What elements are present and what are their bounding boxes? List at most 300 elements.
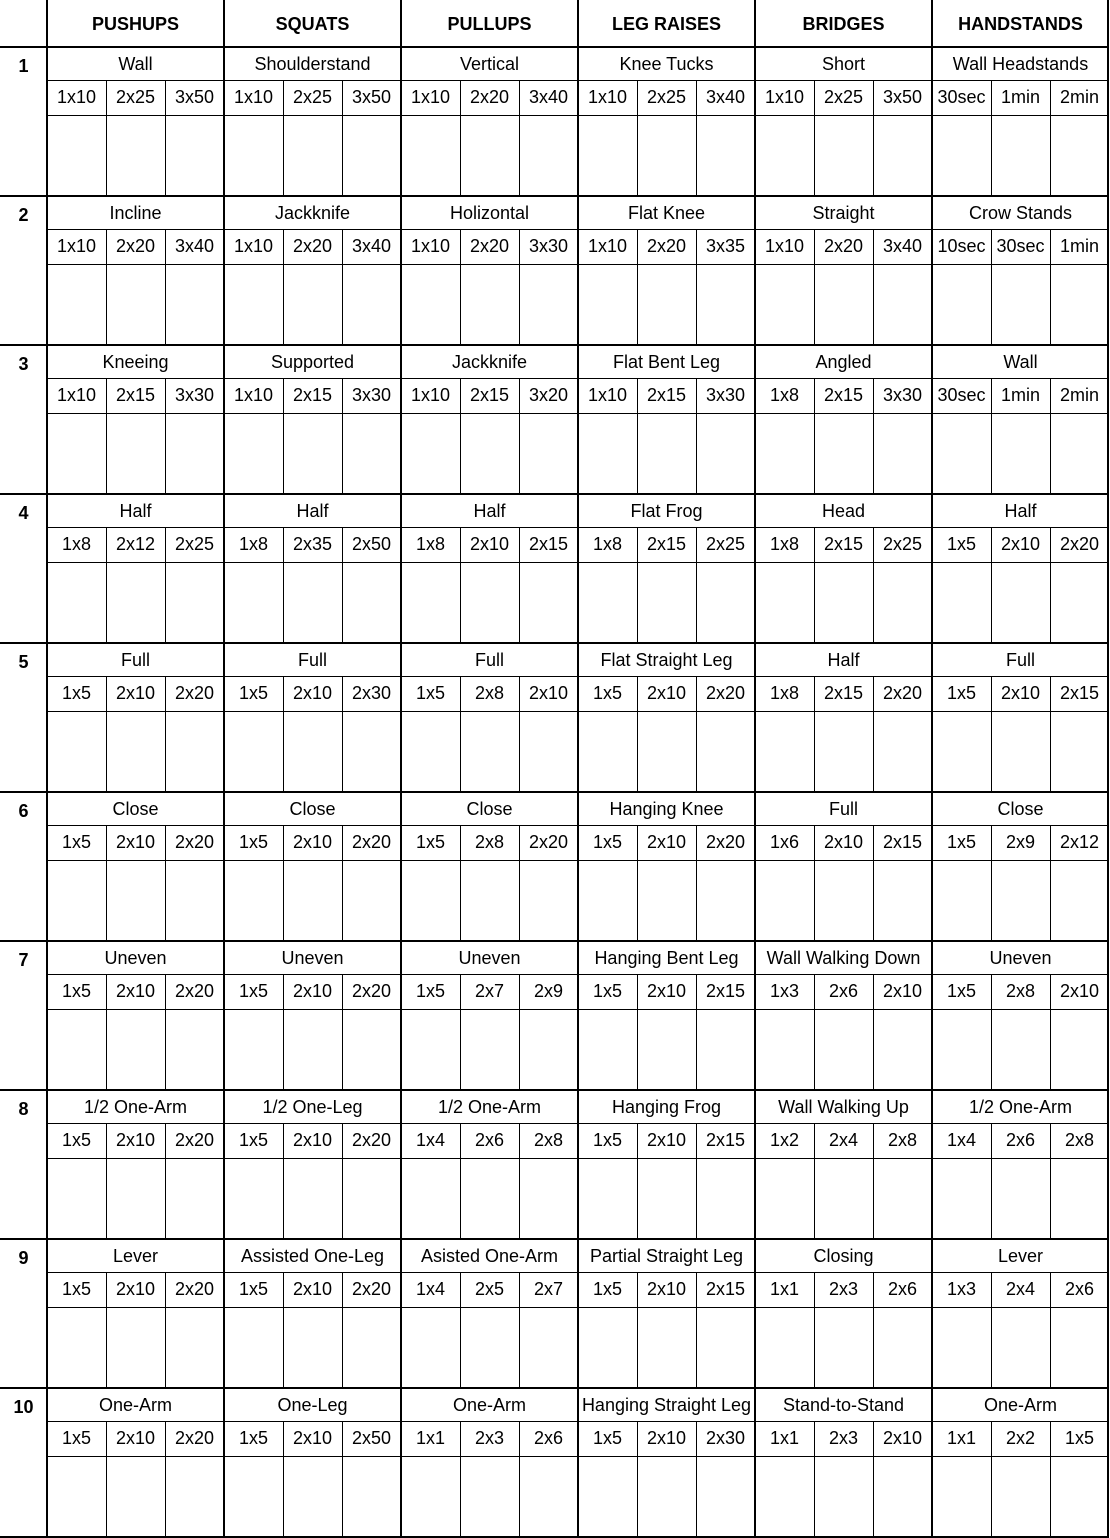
log-entry-cell[interactable]	[521, 862, 577, 939]
rep-target: 1x3	[769, 981, 800, 1001]
log-entry-cell[interactable]	[816, 117, 872, 194]
grid-line	[165, 1123, 166, 1238]
log-entry-cell[interactable]	[698, 1011, 754, 1088]
log-entry-cell[interactable]	[167, 713, 223, 790]
log-entry-cell[interactable]	[639, 1011, 695, 1088]
rep-target: 1x5	[592, 832, 623, 852]
log-entry-cell[interactable]	[580, 415, 636, 492]
log-entry-cell[interactable]	[580, 1309, 636, 1386]
log-entry-cell[interactable]	[816, 713, 872, 790]
exercise-step-name: Holizontal	[449, 203, 530, 223]
log-entry-cell[interactable]	[816, 564, 872, 641]
log-entry-cell[interactable]	[757, 713, 813, 790]
rep-target: 2x35	[292, 534, 333, 554]
log-entry-cell[interactable]	[816, 1160, 872, 1237]
log-entry-cell[interactable]	[993, 564, 1049, 641]
exercise-step-name: Wall Headstands	[952, 54, 1089, 74]
log-entry-cell[interactable]	[757, 117, 813, 194]
log-entry-cell[interactable]	[816, 862, 872, 939]
exercise-step-name: Lever	[112, 1246, 159, 1266]
exercise-step-name: Vertical	[459, 54, 520, 74]
log-entry-cell[interactable]	[521, 564, 577, 641]
rep-target: 1x8	[592, 534, 623, 554]
log-entry-cell[interactable]	[226, 1160, 282, 1237]
log-entry-cell[interactable]	[49, 266, 105, 343]
rep-target: 2x50	[351, 534, 392, 554]
log-entry-cell[interactable]	[167, 266, 223, 343]
log-entry-cell[interactable]	[816, 415, 872, 492]
rep-target: 2x20	[174, 1428, 215, 1448]
log-entry-cell[interactable]	[49, 1309, 105, 1386]
grid-line	[873, 1272, 874, 1387]
log-entry-cell[interactable]	[521, 415, 577, 492]
grid-line	[814, 378, 815, 493]
rep-target: 2x20	[174, 1130, 215, 1150]
log-entry-cell[interactable]	[993, 117, 1049, 194]
log-entry-cell[interactable]	[167, 117, 223, 194]
rep-target: 1x5	[592, 981, 623, 1001]
exercise-step-name: Kneeing	[102, 352, 169, 372]
rep-target: 2x10	[292, 1279, 333, 1299]
rep-target: 2x30	[705, 1428, 746, 1448]
log-entry-cell[interactable]	[462, 266, 518, 343]
log-entry-cell[interactable]	[1052, 415, 1108, 492]
log-entry-cell[interactable]	[49, 117, 105, 194]
rep-target: 1x5	[238, 1428, 269, 1448]
log-entry-cell[interactable]	[698, 117, 754, 194]
grid-line	[1050, 229, 1051, 344]
log-entry-cell[interactable]	[226, 713, 282, 790]
rep-target: 2x15	[882, 832, 923, 852]
log-entry-cell[interactable]	[875, 862, 931, 939]
log-entry-cell[interactable]	[934, 266, 990, 343]
log-entry-cell[interactable]	[993, 1458, 1049, 1535]
log-entry-cell[interactable]	[344, 266, 400, 343]
rep-target: 1x10	[587, 236, 628, 256]
log-entry-cell[interactable]	[403, 1011, 459, 1088]
grid-line	[460, 527, 461, 642]
log-entry-cell[interactable]	[285, 713, 341, 790]
rep-target: 2x25	[705, 534, 746, 554]
grid-line	[637, 527, 638, 642]
rep-target: 1x8	[769, 683, 800, 703]
rep-target: 1x5	[946, 683, 977, 703]
log-entry-cell[interactable]	[285, 1011, 341, 1088]
log-entry-cell[interactable]	[226, 117, 282, 194]
log-entry-cell[interactable]	[226, 415, 282, 492]
rep-target: 3x40	[174, 236, 215, 256]
rep-target: 3x50	[882, 87, 923, 107]
log-entry-cell[interactable]	[344, 1160, 400, 1237]
grid-line	[577, 0, 579, 1538]
log-entry-cell[interactable]	[875, 1458, 931, 1535]
log-entry-cell[interactable]	[403, 1160, 459, 1237]
grid-line	[814, 229, 815, 344]
log-entry-cell[interactable]	[108, 1160, 164, 1237]
log-entry-cell[interactable]	[403, 1458, 459, 1535]
log-entry-cell[interactable]	[521, 1458, 577, 1535]
rep-target: 2x20	[351, 1130, 392, 1150]
log-entry-cell[interactable]	[934, 1160, 990, 1237]
log-entry-cell[interactable]	[580, 564, 636, 641]
log-entry-cell[interactable]	[285, 862, 341, 939]
log-entry-cell[interactable]	[403, 1309, 459, 1386]
rep-target: 2x25	[646, 87, 687, 107]
column-header: PULLUPS	[447, 13, 532, 34]
grid-line	[991, 825, 992, 940]
log-entry-cell[interactable]	[403, 713, 459, 790]
rep-target: 2x25	[882, 534, 923, 554]
grid-line	[696, 825, 697, 940]
grid-line	[873, 974, 874, 1089]
log-entry-cell[interactable]	[167, 1011, 223, 1088]
log-entry-cell[interactable]	[285, 117, 341, 194]
log-entry-cell[interactable]	[934, 1011, 990, 1088]
log-entry-cell[interactable]	[639, 266, 695, 343]
log-entry-cell[interactable]	[875, 1011, 931, 1088]
log-entry-cell[interactable]	[49, 713, 105, 790]
log-entry-cell[interactable]	[226, 1309, 282, 1386]
rep-target: 2x10	[1000, 534, 1041, 554]
log-entry-cell[interactable]	[580, 713, 636, 790]
log-entry-cell[interactable]	[934, 564, 990, 641]
log-entry-cell[interactable]	[698, 415, 754, 492]
rep-target: 2x6	[887, 1279, 918, 1299]
log-entry-cell[interactable]	[167, 1309, 223, 1386]
log-entry-cell[interactable]	[698, 1160, 754, 1237]
log-entry-cell[interactable]	[167, 564, 223, 641]
log-entry-cell[interactable]	[226, 564, 282, 641]
log-entry-cell[interactable]	[108, 1309, 164, 1386]
rep-target: 1x10	[233, 385, 274, 405]
log-entry-cell[interactable]	[757, 862, 813, 939]
log-entry-cell[interactable]	[639, 713, 695, 790]
log-entry-cell[interactable]	[875, 564, 931, 641]
log-entry-cell[interactable]	[521, 117, 577, 194]
log-entry-cell[interactable]	[757, 266, 813, 343]
log-entry-cell[interactable]	[993, 1011, 1049, 1088]
log-entry-cell[interactable]	[462, 862, 518, 939]
log-entry-cell[interactable]	[285, 266, 341, 343]
log-entry-cell[interactable]	[49, 862, 105, 939]
log-entry-cell[interactable]	[462, 1011, 518, 1088]
grid-line	[342, 676, 343, 791]
log-entry-cell[interactable]	[462, 564, 518, 641]
log-entry-cell[interactable]	[993, 713, 1049, 790]
log-entry-cell[interactable]	[344, 415, 400, 492]
log-entry-cell[interactable]	[698, 713, 754, 790]
rep-target: 2x50	[351, 1428, 392, 1448]
log-entry-cell[interactable]	[934, 117, 990, 194]
column-header: SQUATS	[275, 13, 350, 34]
grid-line	[283, 80, 284, 195]
grid-line	[106, 1123, 107, 1238]
rep-target: 2x12	[1059, 832, 1100, 852]
log-entry-cell[interactable]	[1052, 713, 1108, 790]
log-entry-cell[interactable]	[167, 1458, 223, 1535]
rep-target: 30sec	[996, 236, 1045, 256]
log-entry-cell[interactable]	[698, 266, 754, 343]
log-entry-cell[interactable]	[816, 1011, 872, 1088]
rep-target: 2x10	[115, 1130, 156, 1150]
log-entry-cell[interactable]	[49, 1458, 105, 1535]
log-entry-cell[interactable]	[226, 266, 282, 343]
exercise-step-name: Jackknife	[274, 203, 351, 223]
log-entry-cell[interactable]	[108, 117, 164, 194]
exercise-step-name: Assisted One-Leg	[240, 1246, 385, 1266]
grid-line	[165, 676, 166, 791]
rep-target: 2x15	[823, 385, 864, 405]
log-entry-cell[interactable]	[462, 117, 518, 194]
grid-line	[283, 527, 284, 642]
rep-target: 2x20	[292, 236, 333, 256]
rep-target: 2x7	[533, 1279, 564, 1299]
rep-target: 3x50	[351, 87, 392, 107]
log-entry-cell[interactable]	[49, 1011, 105, 1088]
log-entry-cell[interactable]	[934, 862, 990, 939]
rep-target: 2x4	[1005, 1279, 1036, 1299]
grid-line	[696, 80, 697, 195]
rep-target: 2x10	[469, 534, 510, 554]
log-entry-cell[interactable]	[108, 713, 164, 790]
log-entry-cell[interactable]	[285, 564, 341, 641]
log-entry-cell[interactable]	[875, 1309, 931, 1386]
rep-target: 2x20	[705, 683, 746, 703]
log-entry-cell[interactable]	[108, 1011, 164, 1088]
log-entry-cell[interactable]	[639, 1458, 695, 1535]
log-entry-cell[interactable]	[816, 1458, 872, 1535]
log-entry-cell[interactable]	[875, 1160, 931, 1237]
log-entry-cell[interactable]	[580, 862, 636, 939]
log-entry-cell[interactable]	[108, 1458, 164, 1535]
log-entry-cell[interactable]	[875, 117, 931, 194]
log-entry-cell[interactable]	[580, 266, 636, 343]
exercise-step-name: Full	[120, 650, 150, 670]
grid-line	[991, 1421, 992, 1536]
log-entry-cell[interactable]	[403, 266, 459, 343]
rep-target: 1x10	[410, 236, 451, 256]
log-entry-cell[interactable]	[698, 1458, 754, 1535]
grid-line	[460, 974, 461, 1089]
log-entry-cell[interactable]	[580, 1011, 636, 1088]
exercise-step-name: One-Arm	[98, 1395, 172, 1415]
log-entry-cell[interactable]	[757, 1458, 813, 1535]
grid-line	[342, 974, 343, 1089]
log-entry-cell[interactable]	[49, 415, 105, 492]
exercise-step-name: Head	[821, 501, 866, 521]
rep-target: 2x10	[882, 981, 923, 1001]
log-entry-cell[interactable]	[167, 1160, 223, 1237]
rep-target: 1min	[1000, 385, 1040, 405]
grid-line	[814, 825, 815, 940]
log-entry-cell[interactable]	[108, 415, 164, 492]
log-entry-cell[interactable]	[639, 117, 695, 194]
grid-line	[0, 195, 1108, 197]
rep-target: 2x10	[1000, 683, 1041, 703]
rep-target: 3x30	[528, 236, 569, 256]
log-entry-cell[interactable]	[462, 713, 518, 790]
rep-target: 2x10	[646, 832, 687, 852]
exercise-step-name: Flat Knee	[627, 203, 706, 223]
log-entry-cell[interactable]	[993, 415, 1049, 492]
log-entry-cell[interactable]	[698, 1309, 754, 1386]
log-entry-cell[interactable]	[285, 1309, 341, 1386]
exercise-step-name: One-Leg	[277, 1395, 348, 1415]
rep-target: 2x15	[646, 534, 687, 554]
rep-target: 2x3	[828, 1279, 859, 1299]
log-entry-cell[interactable]	[993, 266, 1049, 343]
log-entry-cell[interactable]	[639, 862, 695, 939]
grid-line	[106, 229, 107, 344]
grid-line	[696, 974, 697, 1089]
rep-target: 2x8	[474, 683, 505, 703]
log-entry-cell[interactable]	[639, 1160, 695, 1237]
log-entry-cell[interactable]	[1052, 862, 1108, 939]
grid-line	[0, 493, 1108, 495]
log-entry-cell[interactable]	[1052, 1458, 1108, 1535]
log-entry-cell[interactable]	[462, 1309, 518, 1386]
log-entry-cell[interactable]	[344, 862, 400, 939]
grid-line	[873, 1123, 874, 1238]
log-entry-cell[interactable]	[108, 266, 164, 343]
log-entry-cell[interactable]	[875, 713, 931, 790]
log-entry-cell[interactable]	[757, 1309, 813, 1386]
exercise-step-name: Full	[297, 650, 327, 670]
log-entry-cell[interactable]	[580, 1458, 636, 1535]
log-entry-cell[interactable]	[108, 862, 164, 939]
log-entry-cell[interactable]	[49, 564, 105, 641]
log-entry-cell[interactable]	[226, 1458, 282, 1535]
grid-line	[637, 1272, 638, 1387]
log-entry-cell[interactable]	[993, 862, 1049, 939]
log-entry-cell[interactable]	[816, 1309, 872, 1386]
log-entry-cell[interactable]	[934, 1458, 990, 1535]
log-entry-cell[interactable]	[344, 117, 400, 194]
grid-line	[519, 378, 520, 493]
log-entry-cell[interactable]	[993, 1309, 1049, 1386]
log-entry-cell[interactable]	[757, 415, 813, 492]
log-entry-cell[interactable]	[757, 1160, 813, 1237]
log-entry-cell[interactable]	[934, 415, 990, 492]
log-entry-cell[interactable]	[403, 862, 459, 939]
log-entry-cell[interactable]	[1052, 1160, 1108, 1237]
rep-target: 2x8	[1064, 1130, 1095, 1150]
level-number: 7	[18, 949, 29, 970]
log-entry-cell[interactable]	[344, 1458, 400, 1535]
grid-line	[283, 1272, 284, 1387]
log-entry-cell[interactable]	[462, 1458, 518, 1535]
grid-line	[873, 378, 874, 493]
log-entry-cell[interactable]	[462, 1160, 518, 1237]
log-entry-cell[interactable]	[403, 117, 459, 194]
log-entry-cell[interactable]	[521, 713, 577, 790]
log-entry-cell[interactable]	[226, 862, 282, 939]
rep-target: 3x40	[882, 236, 923, 256]
grid-line	[0, 1089, 1108, 1091]
grid-line	[460, 1421, 461, 1536]
exercise-step-name: Half	[119, 501, 152, 521]
log-entry-cell[interactable]	[285, 415, 341, 492]
log-entry-cell[interactable]	[875, 266, 931, 343]
log-entry-cell[interactable]	[1052, 1309, 1108, 1386]
exercise-step-name: Straight	[812, 203, 875, 223]
log-entry-cell[interactable]	[639, 564, 695, 641]
grid-line	[342, 229, 343, 344]
log-entry-cell[interactable]	[1052, 1011, 1108, 1088]
rep-target: 2x20	[351, 1279, 392, 1299]
log-entry-cell[interactable]	[875, 415, 931, 492]
log-entry-cell[interactable]	[993, 1160, 1049, 1237]
rep-target: 1x10	[410, 87, 451, 107]
grid-line	[0, 46, 1108, 48]
log-entry-cell[interactable]	[167, 415, 223, 492]
exercise-step-name: Closing	[813, 1246, 874, 1266]
rep-target: 2x20	[705, 832, 746, 852]
log-entry-cell[interactable]	[580, 1160, 636, 1237]
log-entry-cell[interactable]	[403, 415, 459, 492]
grid-line	[519, 527, 520, 642]
log-entry-cell[interactable]	[639, 1309, 695, 1386]
log-entry-cell[interactable]	[639, 415, 695, 492]
rep-target: 1x5	[238, 1279, 269, 1299]
log-entry-cell[interactable]	[934, 713, 990, 790]
rep-target: 2x10	[115, 683, 156, 703]
log-entry-cell[interactable]	[698, 564, 754, 641]
rep-target: 2x20	[174, 1279, 215, 1299]
log-entry-cell[interactable]	[580, 117, 636, 194]
log-entry-cell[interactable]	[285, 1160, 341, 1237]
log-entry-cell[interactable]	[816, 266, 872, 343]
grid-line	[991, 676, 992, 791]
log-entry-cell[interactable]	[934, 1309, 990, 1386]
exercise-step-name: One-Arm	[983, 1395, 1057, 1415]
log-entry-cell[interactable]	[698, 862, 754, 939]
rep-target: 1x5	[415, 683, 446, 703]
log-entry-cell[interactable]	[344, 713, 400, 790]
log-entry-cell[interactable]	[108, 564, 164, 641]
rep-target: 1x10	[587, 385, 628, 405]
grid-line	[342, 378, 343, 493]
log-entry-cell[interactable]	[49, 1160, 105, 1237]
log-entry-cell[interactable]	[521, 1011, 577, 1088]
log-entry-cell[interactable]	[1052, 564, 1108, 641]
log-entry-cell[interactable]	[344, 1309, 400, 1386]
log-entry-cell[interactable]	[344, 1011, 400, 1088]
log-entry-cell[interactable]	[462, 415, 518, 492]
log-entry-cell[interactable]	[285, 1458, 341, 1535]
log-entry-cell[interactable]	[521, 266, 577, 343]
log-entry-cell[interactable]	[1052, 266, 1108, 343]
log-entry-cell[interactable]	[226, 1011, 282, 1088]
log-entry-cell[interactable]	[167, 862, 223, 939]
log-entry-cell[interactable]	[1052, 117, 1108, 194]
column-header: LEG RAISES	[611, 13, 722, 34]
grid-line	[0, 1387, 1108, 1389]
log-entry-cell[interactable]	[757, 564, 813, 641]
log-entry-cell[interactable]	[521, 1160, 577, 1237]
rep-target: 3x30	[882, 385, 923, 405]
rep-target: 2x10	[292, 832, 333, 852]
grid-line	[342, 527, 343, 642]
log-entry-cell[interactable]	[521, 1309, 577, 1386]
log-entry-cell[interactable]	[344, 564, 400, 641]
log-entry-cell[interactable]	[757, 1011, 813, 1088]
grid-line	[814, 1123, 815, 1238]
exercise-step-name: Uneven	[104, 948, 167, 968]
rep-target: 1x5	[946, 534, 977, 554]
log-entry-cell[interactable]	[403, 564, 459, 641]
grid-line	[814, 80, 815, 195]
